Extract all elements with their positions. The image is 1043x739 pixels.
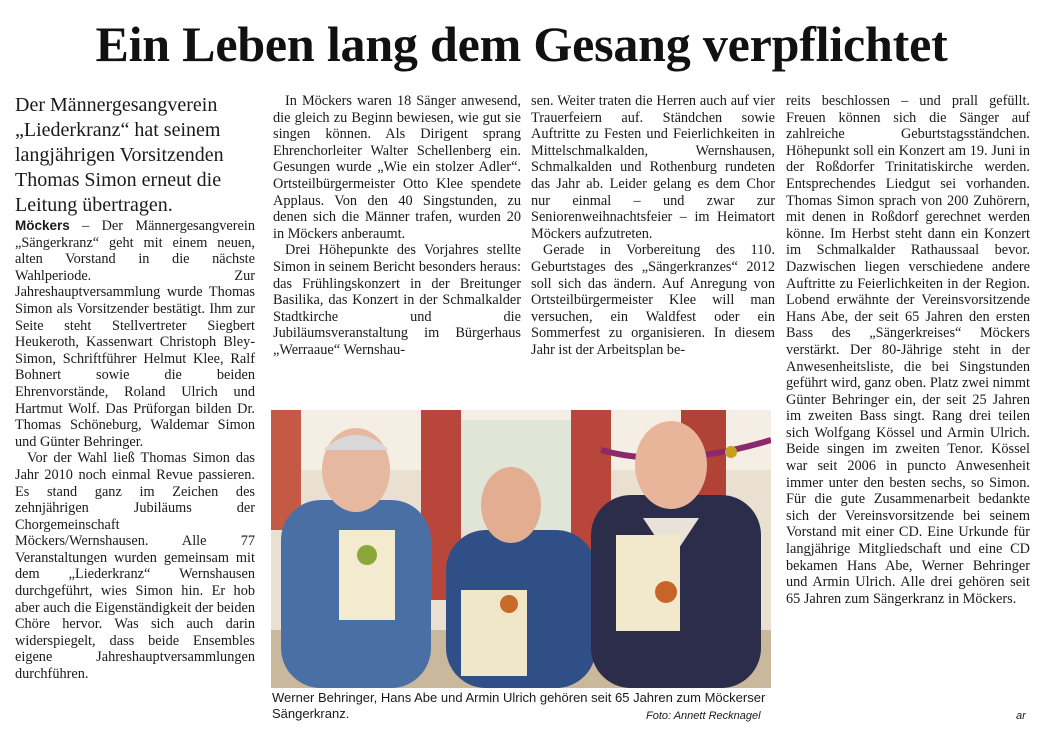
col1-paragraph-1-text: – Der Männergesangverein „Sängerkranz“ geht mit einem neuen, alten Vorstand in die nächste Wahlperiode. Zur Jahreshauptversammlung wurde Thomas Simon als Vorsitzender bestätigt. Ihm zur Seite steht Stellvertreter Siegbert Heukeroth, Kassenwart Christoph Bley-Simon, Schriftführer Helmut Klee, Ralf Bohnert sowie die beiden Ehrenvorstände, Roland Ulrich und Hartmut Wolf. Das Prüforgan bilden Dr. Thomas Schöneburg, Waldemar Simon und Günter Behringer. — [15, 218, 255, 450]
column-3 — [531, 93, 775, 359]
author-signature: ar — [1016, 710, 1026, 722]
photo-credit: Foto: Annett Recknagel — [646, 710, 761, 722]
column-4 — [786, 93, 1030, 607]
col3-paragraph-2: Gerade in Vorbereitung des 110. Geburtstages des „Sängerkranzes“ 2012 soll sich das ändern. Auf Anregung von Ortsteilbürgermeister Klee will man versuchen, ein Waldfest oder ein Sommerfest zu organisieren. In diesem Jahr ist der Arbeitsplan be- — [531, 242, 775, 358]
dateline-place: Möckers — [15, 218, 70, 233]
col3-paragraph-1: sen. Weiter traten die Herren auch auf vier Trauerfeiern auf. Ständchen sowie Auftritte zu Festen und Feierlichkeiten in Mittelschmalkalden, Wernshausen, Schmalkalden und Rothenburg rundeten das Jahr ab. Leider gelang es dem Chor nur einmal – und zwar zur Seniorenweihnachtsfeier – im Heimatort Möckers aufzutreten. — [531, 93, 775, 242]
lead-text: Der Männergesangverein „Liederkranz“ hat seinem langjährigen Vorsitzenden Thomas Simon erneut die Leitung übertragen. — [15, 94, 224, 216]
column-2 — [273, 93, 521, 359]
col2-paragraph-1: In Möckers waren 18 Sänger anwesend, die gleich zu Beginn bewiesen, wie gut sie singen können. Als Dirigent sprang Ehrenchorleiter Walter Schellenberg ein. Gesungen wurde „Wie ein stolzer Adler“. Ortsteilbürgermeister Otto Klee spendete Applaus. Von den 40 Singstunden, zu denen sich die Männer trafen, wurden 20 in Möckers anberaumt. — [273, 93, 521, 242]
photo-caption: Werner Behringer, Hans Abe und Armin Ulrich gehören seit 65 Jahren zum Möckerser Sängerkranz. — [272, 690, 766, 721]
col2-paragraph-2: Drei Höhepunkte des Vorjahres stellte Simon in seinem Bericht besonders heraus: das Frühlingskonzert in der Breitunger Basilika, das Konzert in der Schmalkalder Stadtkirche und die Jubiläumsveranstaltung im Bürgerhaus „Werraaue“ Wernshau- — [273, 242, 521, 358]
col1-paragraph-2: Vor der Wahl ließ Thomas Simon das Jahr 2010 noch einmal Revue passieren. Es stand ganz im Zeichen des zehnjährigen Jubiläums der Chorgemeinschaft Möckers/Wernshausen. Alle 77 Veranstaltungen wurden gemeinsam mit dem „Liederkranz“ Wernshausen durchgeführt, wies Simon hin. Er hob aber auch die Eigenständigkeit der beiden Chöre hervor. Was sich auch darin widerspiegelt, dass beide Ensembles eigene Jahreshauptversammlungen durchführen. — [15, 450, 255, 683]
article-photo — [271, 410, 771, 688]
col1-paragraph-1 — [15, 218, 255, 450]
column-1 — [15, 93, 255, 683]
photo-illustration — [271, 410, 771, 688]
col4-paragraph-1: reits beschlossen – und prall gefüllt. Freuen können sich die Sänger auf zahlreiche Geburtstagsständchen. Höhepunkt soll ein Konzert am 19. Juni in der Roßdorfer Trinitatiskirche werden. Entsprechendes Liedgut sei vorhanden. Thomas Simon sprach von 200 Zuhörern, mit denen in Roßdorf gerechnet werden könne. Im Herbst steht dann ein Konzert im Schmalkalder Rathaussaal bevor. Dazwischen liegen verschiedene andere Auftritte zu Feierlichkeiten in der Region. Lobend erwähnte der Vereinsvorsitzende Hans Abe, der seit 65 Jahren den ersten Bass des „Sängerkreises“ Möckers verstärkt. Der 80-Jährige steht in der Anwesenheitsliste, die bei Singstunden geführt wird, ganz oben. Platz zwei nimmt Günter Behringer ein, der seit 25 Jahren im zweiten Bass singt. Rang drei teilen sich Wolfgang Kössel und Armin Ulrich. Beide singen im zweiten Tenor. Kössel war seit 2006 in puncto Anwesenheit immer unter den besten sechs, so Simon. Für die gute Zusammenarbeit bedankte sich der Vereinsvorsitzende bei seinem Vorstand mit einer CD. Eine Urkunde für langjährige Mitgliedschaft und eine CD bekamen Hans Abe, Werner Behringer und Armin Ulrich. Alle drei gehören seit 65 Jahren zum Sängerkranz in Möckers. — [786, 93, 1030, 607]
headline: Ein Leben lang dem Gesang verpflichtet — [95, 16, 948, 72]
